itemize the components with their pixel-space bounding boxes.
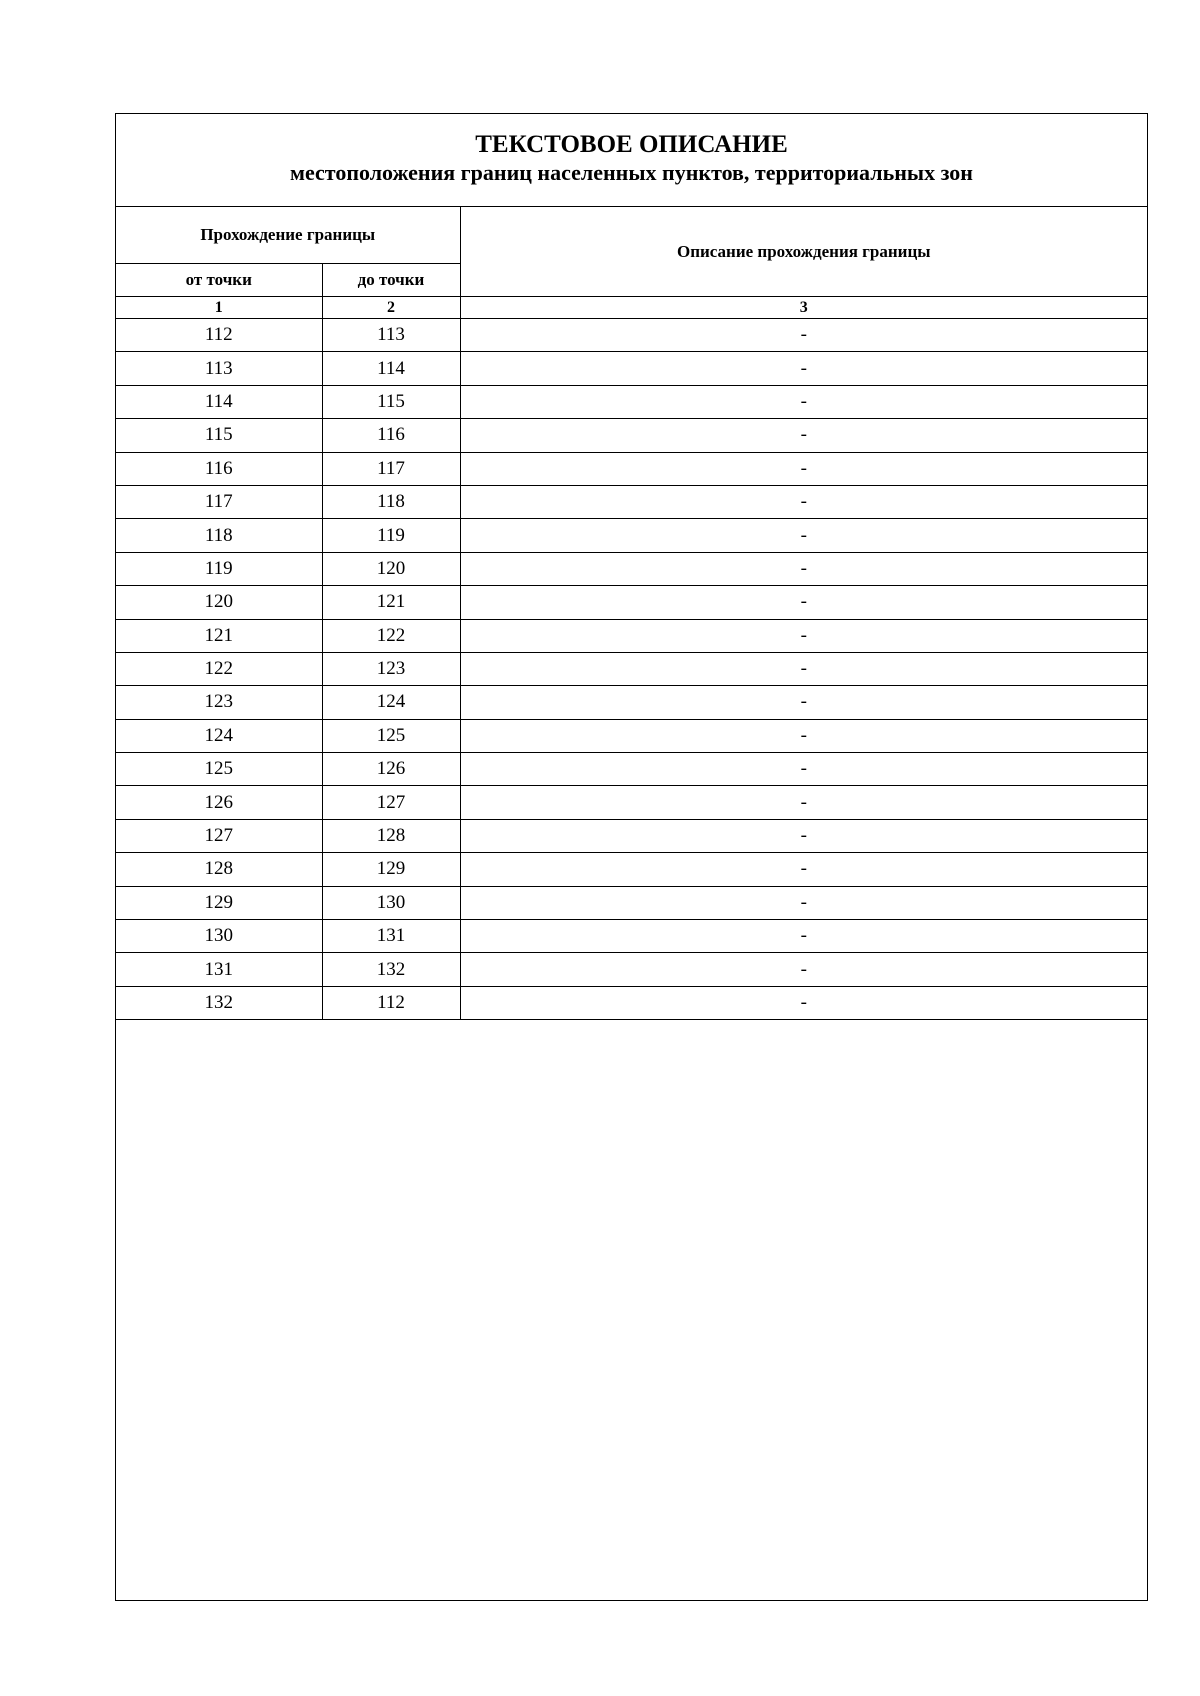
cell-description: -: [460, 886, 1147, 919]
cell-to-point: 132: [322, 953, 460, 986]
cell-to-point: 121: [322, 586, 460, 619]
cell-from-point: 120: [116, 586, 322, 619]
cell-description: -: [460, 385, 1147, 418]
cell-to-point: 123: [322, 652, 460, 685]
table-row: [116, 419, 1147, 452]
cell-description: -: [460, 986, 1147, 1019]
cell-to-point: 116: [322, 419, 460, 452]
table-row: [116, 853, 1147, 886]
cell-to-point: 114: [322, 352, 460, 385]
cell-to-point: 127: [322, 786, 460, 819]
boundary-table: [116, 207, 1147, 1020]
cell-from-point: 132: [116, 986, 322, 1019]
header-from-point: от точки: [116, 264, 322, 297]
cell-from-point: 124: [116, 719, 322, 752]
cell-description: -: [460, 953, 1147, 986]
table-row: [116, 485, 1147, 518]
cell-description: -: [460, 652, 1147, 685]
cell-description: -: [460, 519, 1147, 552]
table-row: [116, 686, 1147, 719]
column-number-1: 1: [116, 297, 322, 319]
cell-from-point: 127: [116, 819, 322, 852]
cell-to-point: 113: [322, 319, 460, 352]
cell-from-point: 125: [116, 753, 322, 786]
cell-to-point: 120: [322, 552, 460, 585]
cell-description: -: [460, 686, 1147, 719]
cell-to-point: 131: [322, 920, 460, 953]
cell-from-point: 119: [116, 552, 322, 585]
cell-to-point: 118: [322, 485, 460, 518]
cell-to-point: 115: [322, 385, 460, 418]
cell-from-point: 113: [116, 352, 322, 385]
cell-from-point: 121: [116, 619, 322, 652]
cell-to-point: 112: [322, 986, 460, 1019]
header-description: Описание прохождения границы: [460, 207, 1147, 297]
table-row: [116, 652, 1147, 685]
table-row: [116, 719, 1147, 752]
cell-description: -: [460, 419, 1147, 452]
table-row: [116, 953, 1147, 986]
cell-from-point: 115: [116, 419, 322, 452]
cell-description: -: [460, 719, 1147, 752]
cell-description: -: [460, 920, 1147, 953]
column-number-2: 2: [322, 297, 460, 319]
cell-description: -: [460, 753, 1147, 786]
column-number-3: 3: [460, 297, 1147, 319]
table-row: [116, 786, 1147, 819]
cell-to-point: 130: [322, 886, 460, 919]
table-row: [116, 319, 1147, 352]
table-row: [116, 552, 1147, 585]
cell-description: -: [460, 485, 1147, 518]
cell-to-point: 129: [322, 853, 460, 886]
cell-description: -: [460, 619, 1147, 652]
cell-to-point: 125: [322, 719, 460, 752]
cell-to-point: 117: [322, 452, 460, 485]
cell-from-point: 117: [116, 485, 322, 518]
header-to-point: до точки: [322, 264, 460, 297]
cell-from-point: 122: [116, 652, 322, 685]
table-row: [116, 519, 1147, 552]
cell-description: -: [460, 352, 1147, 385]
cell-description: -: [460, 586, 1147, 619]
cell-description: -: [460, 319, 1147, 352]
cell-description: -: [460, 819, 1147, 852]
header-boundary-passage: Прохождение границы: [116, 207, 460, 264]
cell-to-point: 122: [322, 619, 460, 652]
table-row: [116, 352, 1147, 385]
title-block: [116, 114, 1147, 207]
cell-from-point: 128: [116, 853, 322, 886]
table-row: [116, 886, 1147, 919]
cell-description: -: [460, 786, 1147, 819]
cell-from-point: 118: [116, 519, 322, 552]
cell-to-point: 128: [322, 819, 460, 852]
cell-to-point: 119: [322, 519, 460, 552]
table-row: [116, 920, 1147, 953]
cell-from-point: 130: [116, 920, 322, 953]
document-subtitle: местоположения границ населенных пунктов, территориальных зон: [290, 160, 973, 185]
table-body: [116, 319, 1147, 1020]
table-row: [116, 586, 1147, 619]
cell-description: -: [460, 452, 1147, 485]
table-row: [116, 986, 1147, 1019]
table-row: [116, 619, 1147, 652]
table-row: [116, 819, 1147, 852]
cell-from-point: 123: [116, 686, 322, 719]
table-row: [116, 753, 1147, 786]
cell-from-point: 112: [116, 319, 322, 352]
cell-description: -: [460, 853, 1147, 886]
cell-from-point: 126: [116, 786, 322, 819]
cell-description: -: [460, 552, 1147, 585]
cell-to-point: 124: [322, 686, 460, 719]
table-row: [116, 385, 1147, 418]
cell-to-point: 126: [322, 753, 460, 786]
document-frame: [115, 113, 1148, 1601]
cell-from-point: 116: [116, 452, 322, 485]
cell-from-point: 131: [116, 953, 322, 986]
table-row: [116, 452, 1147, 485]
document-title: ТЕКСТОВОЕ ОПИСАНИЕ: [475, 131, 788, 158]
cell-from-point: 129: [116, 886, 322, 919]
cell-from-point: 114: [116, 385, 322, 418]
